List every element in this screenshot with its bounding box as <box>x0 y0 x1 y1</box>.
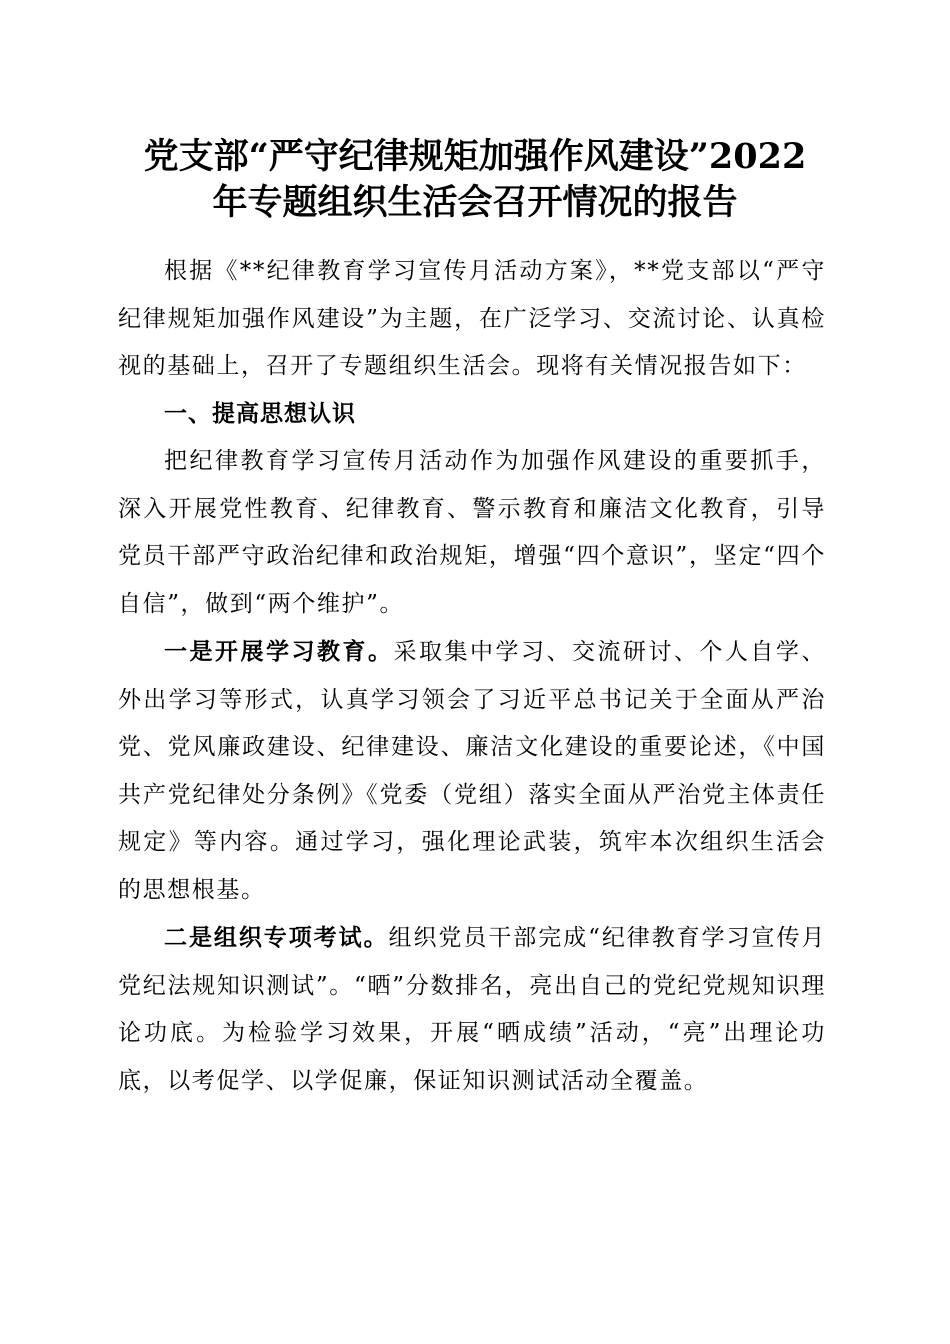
item-text-2: 组织党员干部完成“纪律教育学习宣传月党纪法规知识测试”。“晒”分数排名，亮出自己的党纪党规知识理论功底。为检验学习效果，开展“晒成绩”活动，“亮”出理论功底，以考促学、以学促廉，保证知识测试活动全覆盖。 <box>118 925 826 1094</box>
title-line-2: 年专题组织生活会召开情况的报告 <box>212 182 738 223</box>
item-paragraph-1 <box>118 628 826 914</box>
document-title <box>100 134 850 226</box>
item-lead-1: 一是开展学习教育。 <box>164 638 394 665</box>
item-lead-2: 二是组织专项考试。 <box>164 924 389 951</box>
item-text-1: 采取集中学习、交流研讨、个人自学、外出学习等形式，认真学习领会了习近平总书记关于全面从严治党、党风廉政建设、纪律建设、廉洁文化建设的重要论述，《中国共产党纪律处分条例》《党委（党组）落实全面从严治党主体责任规定》等内容。通过学习，强化理论武装，筑牢本次组织生活会的思想根基。 <box>118 639 826 903</box>
item-paragraph-2 <box>118 914 826 1105</box>
intro-paragraph: 根据《**纪律教育学习宣传月活动方案》，**党支部以“严守纪律规矩加强作风建设”为主题，在广泛学习、交流讨论、认真检视的基础上，召开了专题组织生活会。现将有关情况报告如下： <box>118 258 826 379</box>
document-body <box>118 248 826 1105</box>
section-paragraph: 把纪律教育学习宣传月活动作为加强作风建设的重要抓手，深入开展党性教育、纪律教育、警示教育和廉洁文化教育，引导党员干部严守政治纪律和政治规矩，增强“四个意识”，坚定“四个自信”，做到“两个维护”。 <box>118 448 826 617</box>
section-heading: 一、提高思想认识 <box>164 400 356 427</box>
title-line-1: 党支部“严守纪律规矩加强作风建设”2022 <box>143 136 807 177</box>
